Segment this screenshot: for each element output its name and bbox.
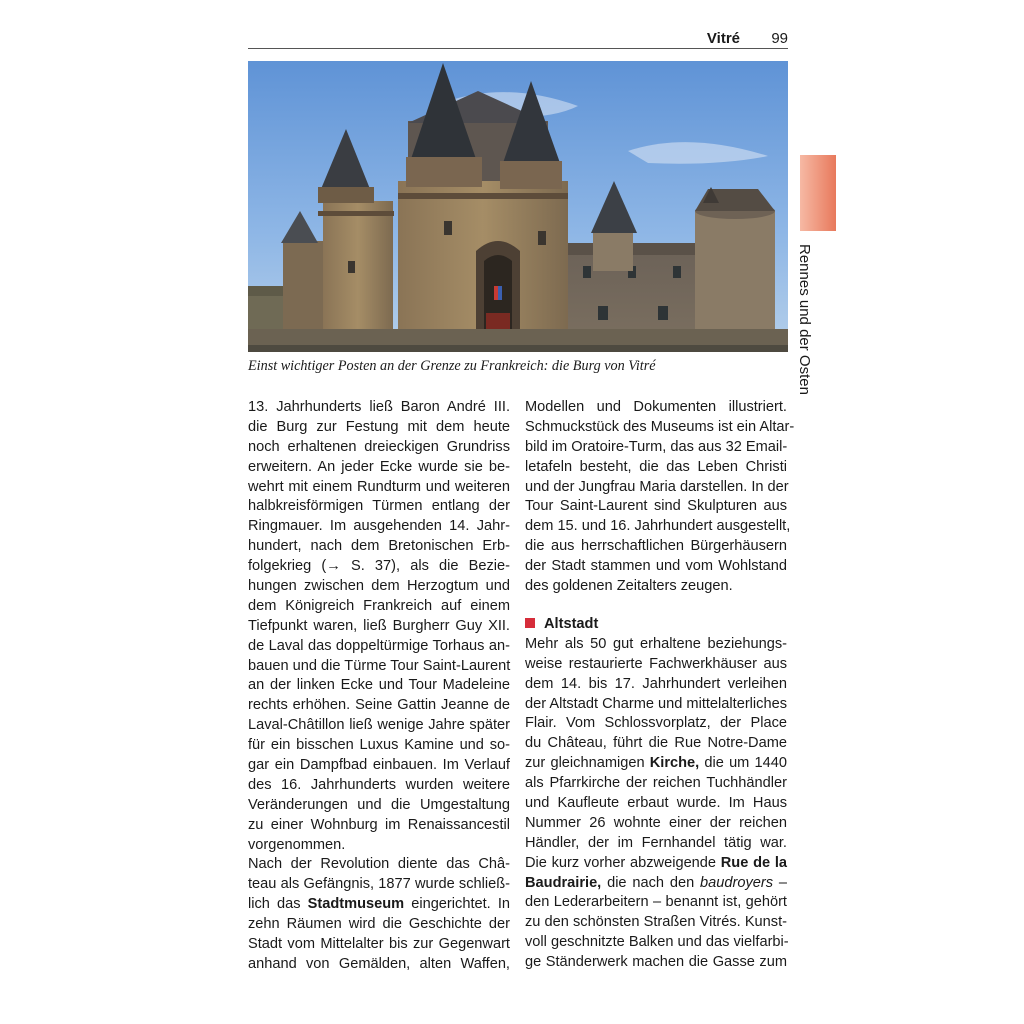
- text-line: als Pfarrkirche der reichen Tuchhändler: [525, 775, 787, 792]
- text-line: halbkreisförmigen Türmen entlang der: [248, 498, 510, 515]
- text-run: lich das: [248, 896, 308, 913]
- text-line: und der Jungfrau Maria darstellen. In der: [525, 478, 789, 495]
- text-line: [525, 754, 787, 774]
- rue-term: Rue de la: [720, 854, 787, 871]
- photo-caption: Einst wichtiger Posten an der Grenze zu Frankreich: die Burg von Vitré: [248, 358, 656, 374]
- section-heading: [525, 613, 787, 635]
- text-line: gar ein Dampfbad einbauen. Im Verlauf: [248, 757, 510, 774]
- text-line: die aus herrschaftlichen Bürgerhäusern: [525, 538, 787, 555]
- text-line: folgekrieg (→ S. 37), als die Bezie-: [248, 558, 510, 575]
- text-line: erweitern. An jeder Ecke wurde sie be-: [248, 458, 510, 475]
- text-run: die nach den: [601, 874, 701, 891]
- text-line: Nach der Revolution diente das Châ-: [248, 856, 510, 873]
- text-line: noch erhaltenen dreieckigen Grundriss: [248, 438, 510, 455]
- baudrairie-term: Baudrairie,: [525, 874, 602, 891]
- chapter-side-label: Rennes und der Osten: [796, 244, 813, 395]
- text-line: dem 15. und 16. Jahrhundert ausgestellt,: [525, 518, 791, 535]
- text-line: teau als Gefängnis, 1877 wurde schließ-: [248, 876, 510, 893]
- text-line: Stadt vom Mittelalter bis zur Gegenwart: [248, 936, 510, 953]
- text-run: eingerichtet. In: [404, 896, 510, 913]
- text-line: Mehr als 50 gut erhaltene beziehungs-: [525, 635, 787, 652]
- text-line: letafeln besteht, die das Leben Christi: [525, 458, 787, 475]
- text-line: Nummer 26 wohnte einer der reichen: [525, 814, 787, 831]
- text-line: Veränderungen und die Umgestaltung: [248, 796, 510, 813]
- text-line: zu einer Wohnburg im Renaissancestil: [248, 816, 510, 833]
- chapter-tab: [800, 155, 836, 231]
- text-line: zu den schönsten Straßen Vitrés. Kunst-: [525, 914, 787, 931]
- text-line: Modellen und Dokumenten illustriert.: [525, 399, 787, 415]
- text-line: bauen und die Türme Tour Saint-Laurent: [248, 657, 511, 674]
- text-run: –: [773, 874, 787, 891]
- text-line: wehrt mit einem Rundturm und weiteren: [248, 478, 510, 495]
- red-square-icon: [525, 618, 535, 628]
- text-line: zehn Räumen wird die Geschichte der: [248, 916, 510, 933]
- text-line: voll geschnitzte Balken und das vielfarbi-: [525, 934, 789, 951]
- kirche-term: Kirche,: [649, 755, 700, 772]
- text-line: Flair. Vom Schlossvorplatz, der Place: [525, 715, 787, 732]
- running-header: [248, 28, 788, 48]
- text-line: für ein bisschen Luxus Kamine und so-: [248, 737, 510, 754]
- text-line: 13. Jahrhunderts ließ Baron André III.: [248, 399, 510, 415]
- text-line: des goldenen Zeitalters zeugen.: [525, 578, 733, 595]
- text-line: anhand von Gemälden, alten Waffen,: [248, 955, 510, 972]
- stadtmuseum-term: Stadtmuseum: [307, 896, 405, 913]
- page-number: 99: [771, 30, 788, 47]
- text-line: der Stadt stammen und vom Wohlstand: [525, 558, 787, 575]
- section-title: Vitré: [706, 30, 740, 47]
- text-line: du Château, führt die Rue Notre-Dame: [525, 735, 787, 752]
- text-line: Laval-Châtillon ließ wenige Jahre später: [248, 717, 510, 734]
- text-line: [525, 854, 787, 874]
- text-line: ge Ständerwerk machen die Gasse zum: [525, 954, 787, 971]
- left-column: [248, 398, 510, 975]
- text-line: und Kaufleute erbaut wurde. Im Haus: [525, 795, 787, 812]
- paragraph-gap: [525, 597, 787, 613]
- right-column: [525, 398, 795, 973]
- text-line: [525, 874, 787, 894]
- section-heading-label: Altstadt: [544, 615, 599, 632]
- header-rule: [248, 48, 788, 49]
- text-line: Schmuckstück des Museums ist ein Altar-: [525, 418, 795, 435]
- text-line: dem 14. bis 17. Jahrhundert verleihen: [525, 675, 787, 692]
- text-line: rechts erhöhen. Seine Gattin Jeanne de: [248, 697, 510, 714]
- text-line: bild im Oratoire-Turm, das aus 32 Email-: [525, 438, 788, 455]
- text-line: weise restaurierte Fachwerkhäuser aus: [525, 655, 787, 672]
- text-line: vorgenommen.: [248, 836, 346, 853]
- castle-photo: [248, 61, 788, 352]
- text-line: die Burg zur Festung mit dem heute: [248, 418, 510, 435]
- text-line: Tiefpunkt waren, ließ Burgherr Guy XII.: [248, 617, 510, 634]
- text-run: Die kurz vorher abzweigende: [525, 854, 721, 871]
- text-line: hungen zwischen dem Herzogtum und: [248, 578, 510, 595]
- text-line: dem Königreich Frankreich auf einem: [248, 597, 510, 614]
- text-line: des 16. Jahrhunderts wurden weitere: [248, 776, 510, 793]
- text-line: der Altstadt Charme und mittelalterliches: [525, 695, 787, 712]
- text-line: Ringmauer. Im ausgehenden 14. Jahr-: [248, 518, 510, 535]
- text-line: an der linken Ecke und Tour Madeleine: [248, 677, 510, 694]
- text-line: Händler, der im Fernhandel tätig war.: [525, 834, 787, 851]
- text-line: hundert, nach dem Bretonischen Erb-: [248, 538, 510, 555]
- text-line: [248, 895, 510, 915]
- text-run: zur gleichnamigen: [525, 755, 650, 772]
- text-run: die um 1440: [699, 755, 787, 772]
- text-line: den Lederarbeitern – benannt ist, gehört: [525, 894, 787, 911]
- baudroyers-term: baudroyers: [700, 874, 774, 891]
- text-line: de Laval das doppeltürmige Torhaus an-: [248, 637, 510, 654]
- text-line: Tour Saint-Laurent sind Skulpturen aus: [525, 498, 787, 515]
